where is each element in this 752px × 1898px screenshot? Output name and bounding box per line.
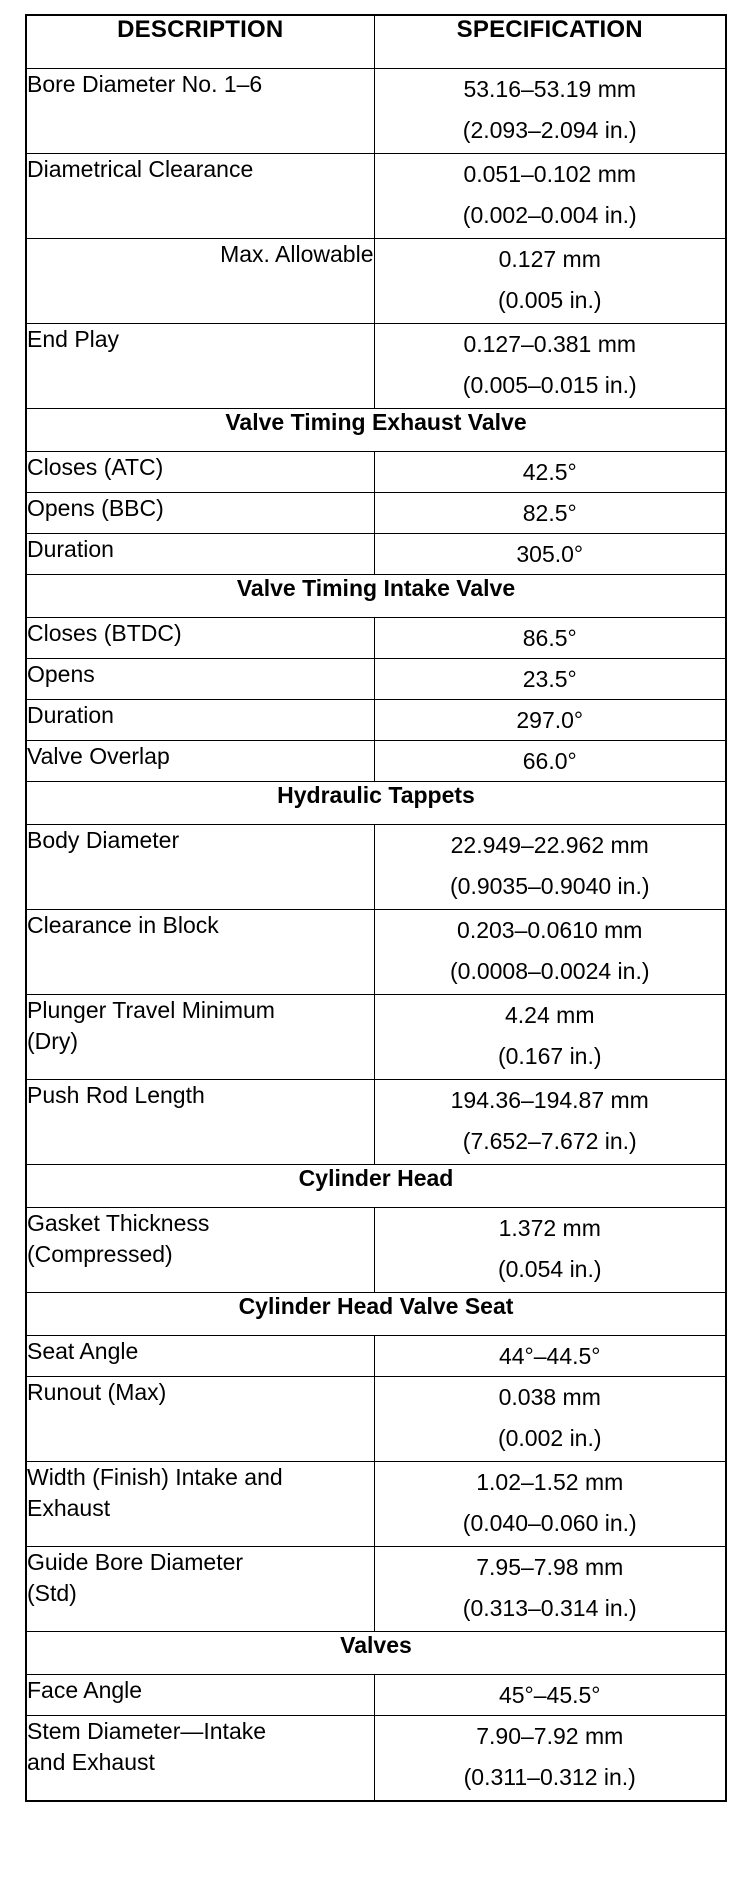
spec-imperial: (0.005–0.015 in.) (462, 372, 637, 398)
max-allowable-value (374, 239, 726, 324)
valve-overlap-value: 66.0° (374, 741, 726, 782)
table-row (26, 1336, 726, 1377)
intake-opens-label: Opens (26, 659, 374, 700)
section-row (26, 1293, 726, 1336)
clearance-in-block-value (374, 910, 726, 995)
description-header: DESCRIPTION (26, 15, 374, 69)
table-row (26, 1462, 726, 1547)
intake-closes-label: Closes (BTDC) (26, 618, 374, 659)
exhaust-closes-label: Closes (ATC) (26, 452, 374, 493)
exhaust-section-title: Valve Timing Exhaust Valve (26, 409, 726, 452)
spec-metric: 194.36–194.87 mm (450, 1087, 649, 1113)
exhaust-duration-value: 305.0° (374, 534, 726, 575)
table-row (26, 1675, 726, 1716)
spec-metric: 1.02–1.52 mm (476, 1469, 624, 1495)
guide-bore-value (374, 1547, 726, 1632)
tappets-section-title: Hydraulic Tappets (26, 782, 726, 825)
spec-metric: 1.372 mm (498, 1215, 601, 1241)
intake-section-title: Valve Timing Intake Valve (26, 575, 726, 618)
spec-imperial: (2.093–2.094 in.) (462, 117, 637, 143)
max-allowable-label: Max. Allowable (26, 239, 374, 324)
desc-line: Width (Finish) Intake and (27, 1464, 283, 1490)
desc-line: (Compressed) (27, 1241, 173, 1267)
table-row (26, 700, 726, 741)
runout-value (374, 1377, 726, 1462)
plunger-travel-label (26, 995, 374, 1080)
spec-imperial: (0.054 in.) (497, 1256, 602, 1282)
spec-metric: 22.949–22.962 mm (450, 832, 649, 858)
end-play-value (374, 324, 726, 409)
spec-metric: 0.127–0.381 mm (463, 331, 637, 357)
push-rod-length-label: Push Rod Length (26, 1080, 374, 1165)
desc-line: (Dry) (27, 1028, 79, 1054)
spec-table (25, 14, 727, 1802)
section-row (26, 1632, 726, 1675)
spec-metric: 7.90–7.92 mm (476, 1723, 624, 1749)
spec-imperial: (0.311–0.312 in.) (463, 1764, 636, 1790)
body-diameter-label: Body Diameter (26, 825, 374, 910)
spec-imperial: (0.002 in.) (497, 1425, 602, 1451)
table-row (26, 910, 726, 995)
bore-diameter-value (374, 69, 726, 154)
specification-header: SPECIFICATION (374, 15, 726, 69)
spec-metric: 4.24 mm (505, 1002, 595, 1028)
desc-line: Plunger Travel Minimum (27, 997, 275, 1023)
spec-imperial: (0.167 in.) (497, 1043, 602, 1069)
spec-imperial: (7.652–7.672 in.) (462, 1128, 637, 1154)
intake-closes-value: 86.5° (374, 618, 726, 659)
width-finish-label (26, 1462, 374, 1547)
stem-diameter-value (374, 1716, 726, 1802)
intake-opens-value: 23.5° (374, 659, 726, 700)
spec-imperial: (0.0008–0.0024 in.) (450, 958, 650, 984)
desc-line: Stem Diameter—Intake (27, 1718, 267, 1744)
table-row (26, 659, 726, 700)
stem-diameter-label (26, 1716, 374, 1802)
table-row (26, 741, 726, 782)
exhaust-duration-label: Duration (26, 534, 374, 575)
guide-bore-label (26, 1547, 374, 1632)
table-row (26, 493, 726, 534)
spec-metric: 0.051–0.102 mm (463, 161, 637, 187)
table-row (26, 452, 726, 493)
body-diameter-value (374, 825, 726, 910)
diametrical-clearance-label: Diametrical Clearance (26, 154, 374, 239)
table-row (26, 1377, 726, 1462)
seat-angle-value: 44°–44.5° (374, 1336, 726, 1377)
spec-metric: 53.16–53.19 mm (463, 76, 637, 102)
section-row (26, 409, 726, 452)
table-row (26, 825, 726, 910)
desc-line: Exhaust (27, 1495, 111, 1521)
gasket-thickness-label (26, 1208, 374, 1293)
diametrical-clearance-value (374, 154, 726, 239)
table-row (26, 618, 726, 659)
section-row (26, 782, 726, 825)
table-row (26, 1208, 726, 1293)
clearance-in-block-label: Clearance in Block (26, 910, 374, 995)
spec-imperial: (0.040–0.060 in.) (462, 1510, 637, 1536)
table-row (26, 1547, 726, 1632)
exhaust-opens-label: Opens (BBC) (26, 493, 374, 534)
table-row (26, 69, 726, 154)
desc-line: Guide Bore Diameter (27, 1549, 244, 1575)
spec-metric: 0.203–0.0610 mm (457, 917, 643, 943)
end-play-label: End Play (26, 324, 374, 409)
desc-line: Gasket Thickness (27, 1210, 210, 1236)
desc-line: (Std) (27, 1580, 77, 1606)
table-row (26, 154, 726, 239)
spec-imperial: (0.9035–0.9040 in.) (450, 873, 650, 899)
spec-imperial: (0.002–0.004 in.) (462, 202, 637, 228)
valve-overlap-label: Valve Overlap (26, 741, 374, 782)
section-row (26, 1165, 726, 1208)
intake-duration-label: Duration (26, 700, 374, 741)
header-row (26, 15, 726, 69)
spec-metric: 7.95–7.98 mm (476, 1554, 624, 1580)
cylinder-head-section-title: Cylinder Head (26, 1165, 726, 1208)
spec-imperial: (0.313–0.314 in.) (462, 1595, 637, 1621)
runout-label: Runout (Max) (26, 1377, 374, 1462)
spec-metric: 0.127 mm (498, 246, 601, 272)
table-row (26, 995, 726, 1080)
table-row (26, 1716, 726, 1802)
face-angle-label: Face Angle (26, 1675, 374, 1716)
intake-duration-value: 297.0° (374, 700, 726, 741)
push-rod-length-value (374, 1080, 726, 1165)
bore-diameter-label: Bore Diameter No. 1–6 (26, 69, 374, 154)
gasket-thickness-value (374, 1208, 726, 1293)
valve-seat-section-title: Cylinder Head Valve Seat (26, 1293, 726, 1336)
width-finish-value (374, 1462, 726, 1547)
exhaust-closes-value: 42.5° (374, 452, 726, 493)
face-angle-value: 45°–45.5° (374, 1675, 726, 1716)
table-row (26, 239, 726, 324)
plunger-travel-value (374, 995, 726, 1080)
desc-line: and Exhaust (27, 1749, 155, 1775)
spec-imperial: (0.005 in.) (497, 287, 602, 313)
exhaust-opens-value: 82.5° (374, 493, 726, 534)
section-row (26, 575, 726, 618)
valves-section-title: Valves (26, 1632, 726, 1675)
spec-metric: 0.038 mm (498, 1384, 601, 1410)
seat-angle-label: Seat Angle (26, 1336, 374, 1377)
table-row (26, 534, 726, 575)
table-row (26, 1080, 726, 1165)
table-row (26, 324, 726, 409)
